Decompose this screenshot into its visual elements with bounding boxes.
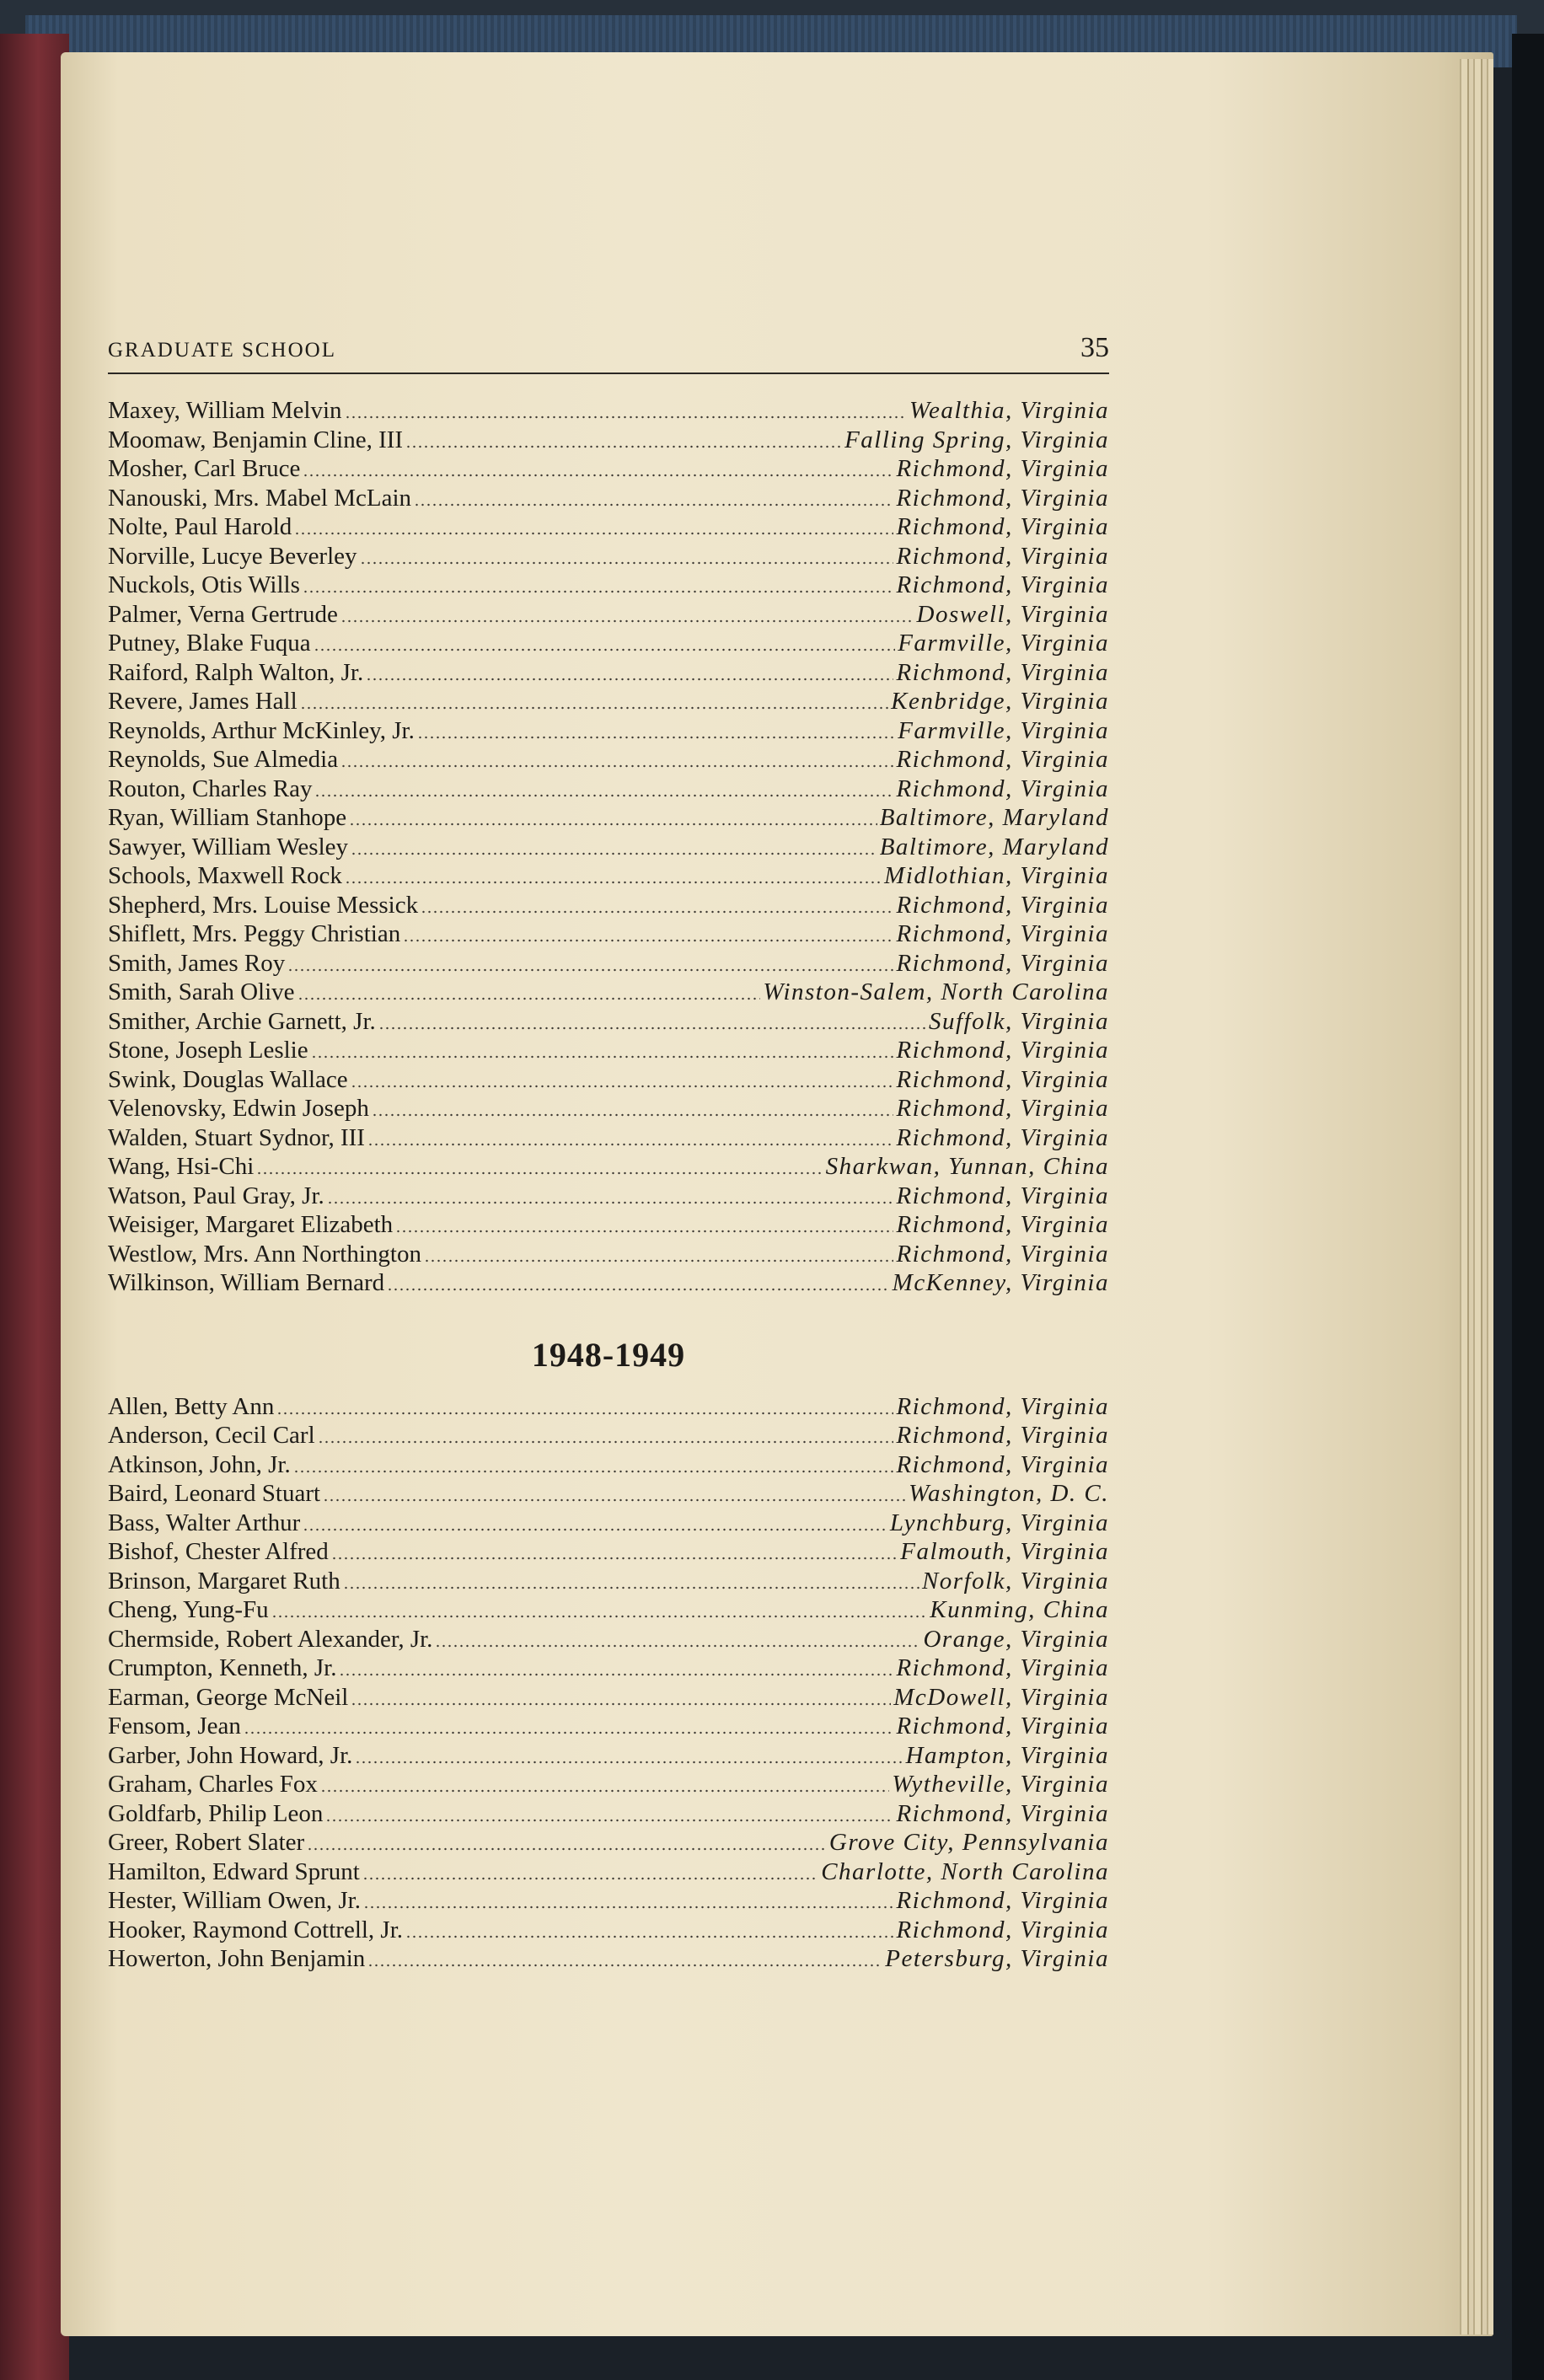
student-name: Walden, Stuart Sydnor, III (108, 1123, 365, 1151)
student-name: Hooker, Raymond Cottrell, Jr. (108, 1916, 404, 1943)
dot-leader (343, 1585, 919, 1590)
dot-leader (414, 502, 893, 507)
student-hometown: Richmond, Virginia (896, 1065, 1109, 1093)
student-name: Nanouski, Mrs. Mabel McLain (108, 484, 412, 512)
dot-leader (395, 1229, 893, 1234)
dot-leader (403, 938, 893, 943)
dot-leader (367, 1963, 882, 1968)
dot-leader (294, 531, 893, 536)
student-hometown: Petersburg, Virginia (885, 1945, 1109, 1972)
student-entry (108, 949, 1109, 978)
dot-leader (314, 647, 896, 652)
student-entry (108, 1799, 1109, 1829)
student-name: Shiflett, Mrs. Peggy Christian (108, 920, 401, 947)
dot-leader (300, 705, 888, 710)
student-hometown: Orange, Virginia (923, 1625, 1109, 1653)
student-hometown: Wealthia, Virginia (909, 397, 1109, 424)
student-hometown: Richmond, Virginia (896, 1211, 1109, 1238)
student-hometown: Sharkwan, Yunnan, China (825, 1153, 1109, 1180)
student-entry (108, 1210, 1109, 1240)
student-name: Wang, Hsi-Chi (108, 1153, 255, 1180)
student-entry (108, 658, 1109, 688)
dot-leader (405, 1934, 893, 1939)
student-hometown: Richmond, Virginia (896, 1182, 1109, 1209)
year-heading: 1948-1949 (531, 1335, 686, 1374)
student-entry (108, 600, 1109, 630)
student-hometown: McDowell, Virginia (893, 1683, 1109, 1711)
student-entry (108, 861, 1109, 891)
student-entry (108, 919, 1109, 949)
student-hometown: Richmond, Virginia (896, 484, 1109, 512)
dot-leader (323, 1498, 906, 1503)
student-entry (108, 1916, 1109, 1945)
student-hometown: Lynchburg, Virginia (889, 1509, 1109, 1536)
dot-leader (355, 1760, 903, 1765)
dot-leader (360, 560, 894, 566)
student-name: Crumpton, Kenneth, Jr. (108, 1654, 337, 1681)
student-name: Earman, George McNeil (108, 1683, 349, 1711)
student-name: Bishof, Chester Alfred (108, 1538, 329, 1565)
dot-leader (340, 764, 893, 769)
student-entry (108, 1595, 1109, 1625)
student-hometown: Charlotte, North Carolina (821, 1857, 1109, 1885)
student-name: Smith, James Roy (108, 949, 286, 977)
student-name: Routon, Charles Ray (108, 775, 313, 802)
student-entry (108, 1712, 1109, 1741)
student-entry (108, 687, 1109, 716)
dot-leader (311, 1054, 894, 1059)
student-entry (108, 1654, 1109, 1683)
dot-leader (378, 1026, 926, 1031)
student-entry (108, 629, 1109, 658)
student-entry (108, 1392, 1109, 1422)
student-entry (108, 1421, 1109, 1450)
dot-leader (345, 415, 908, 420)
student-hometown: Norfolk, Virginia (921, 1567, 1109, 1595)
dot-leader (271, 1614, 928, 1619)
student-name: Reynolds, Arthur McKinley, Jr. (108, 716, 415, 744)
student-entry (108, 1683, 1109, 1713)
student-name: Nolte, Paul Harold (108, 513, 292, 540)
student-entry (108, 1123, 1109, 1153)
student-name: Moomaw, Benjamin Cline, III (108, 426, 404, 453)
student-name: Sawyer, William Wesley (108, 833, 349, 860)
student-hometown: Richmond, Virginia (896, 1240, 1109, 1268)
student-hometown: Richmond, Virginia (896, 1713, 1109, 1739)
student-name: Hamilton, Edward Sprunt (108, 1857, 360, 1885)
student-hometown: Hampton, Virginia (905, 1741, 1109, 1769)
student-name: Chermside, Robert Alexander, Jr. (108, 1625, 433, 1653)
student-name: Weisiger, Margaret Elizabeth (108, 1211, 394, 1238)
student-name: Goldfarb, Philip Leon (108, 1799, 324, 1827)
student-entry (108, 1741, 1109, 1771)
student-hometown: Baltimore, Maryland (879, 833, 1109, 860)
student-entry (108, 1537, 1109, 1567)
dot-leader (435, 1643, 920, 1648)
dot-leader (340, 619, 914, 624)
page-number: 35 (1080, 332, 1109, 363)
dot-leader (331, 1556, 898, 1561)
student-list-section-one (108, 396, 1109, 1298)
book-cover-left (0, 34, 69, 2380)
student-name: Greer, Robert Slater (108, 1829, 305, 1856)
dot-leader (307, 1847, 827, 1852)
student-name: Anderson, Cecil Carl (108, 1422, 315, 1449)
student-hometown: Suffolk, Virginia (929, 1007, 1109, 1035)
student-hometown: Richmond, Virginia (896, 1123, 1109, 1151)
student-name: Allen, Betty Ann (108, 1392, 275, 1420)
student-name: Smith, Sarah Olive (108, 978, 295, 1005)
running-head: GRADUATE SCHOOL (108, 339, 336, 362)
student-hometown: Falling Spring, Virginia (844, 426, 1109, 453)
student-hometown: Falmouth, Virginia (900, 1538, 1109, 1565)
student-name: Bass, Walter Arthur (108, 1509, 301, 1536)
dot-leader (367, 1142, 894, 1147)
student-name: Hester, William Owen, Jr. (108, 1887, 361, 1914)
student-entry (108, 833, 1109, 862)
dot-leader (345, 880, 882, 885)
student-name: Shepherd, Mrs. Louise Messick (108, 891, 419, 919)
student-hometown: Richmond, Virginia (896, 746, 1109, 773)
student-entry (108, 775, 1109, 804)
student-name: Fensom, Jean (108, 1713, 241, 1739)
student-name: Mosher, Carl Bruce (108, 455, 301, 482)
dot-leader (372, 1112, 894, 1118)
student-name: Putney, Blake Fuqua (108, 630, 311, 657)
student-entry (108, 891, 1109, 920)
student-name: Palmer, Verna Gertrude (108, 600, 338, 628)
student-name: Stone, Joseph Leslie (108, 1037, 308, 1064)
student-entry (108, 1240, 1109, 1269)
dot-leader (325, 1818, 893, 1823)
student-hometown: Richmond, Virginia (896, 542, 1109, 570)
dot-leader (351, 1084, 894, 1089)
student-hometown: Richmond, Virginia (896, 1392, 1109, 1420)
student-hometown: Kenbridge, Virginia (891, 688, 1109, 715)
student-entry (108, 1509, 1109, 1538)
book-cover-right (1512, 34, 1544, 2380)
student-entry (108, 426, 1109, 455)
dot-leader (351, 1702, 891, 1707)
student-name: Cheng, Yung-Fu (108, 1596, 269, 1623)
student-hometown: Wytheville, Virginia (892, 1771, 1109, 1798)
dot-leader (298, 996, 761, 1001)
student-name: Raiford, Ralph Walton, Jr. (108, 658, 364, 686)
student-hometown: Richmond, Virginia (896, 658, 1109, 686)
student-entry (108, 1770, 1109, 1799)
student-entry (108, 1268, 1109, 1298)
student-name: Ryan, William Stanhope (108, 804, 347, 831)
dot-leader (387, 1287, 889, 1292)
student-hometown: Richmond, Virginia (896, 891, 1109, 919)
student-name: Nuckols, Otis Wills (108, 571, 300, 598)
student-entry (108, 1567, 1109, 1596)
dot-leader (351, 851, 877, 856)
student-name: Watson, Paul Gray, Jr. (108, 1182, 324, 1209)
student-hometown: Kunming, China (930, 1596, 1109, 1623)
student-hometown: Richmond, Virginia (896, 1450, 1109, 1478)
student-entry (108, 1182, 1109, 1211)
student-name: Graham, Charles Fox (108, 1771, 318, 1798)
page-header (108, 327, 1109, 374)
student-hometown: Richmond, Virginia (896, 1799, 1109, 1827)
student-hometown: Farmville, Virginia (898, 630, 1109, 657)
student-hometown: Doswell, Virginia (916, 600, 1109, 628)
student-hometown: Richmond, Virginia (896, 1422, 1109, 1449)
dot-leader (421, 909, 893, 914)
dot-leader (339, 1672, 893, 1677)
dot-leader (318, 1439, 894, 1445)
student-entry (108, 454, 1109, 484)
student-hometown: Baltimore, Maryland (879, 804, 1109, 831)
student-entry (108, 1857, 1109, 1887)
student-name: Westlow, Mrs. Ann Northington (108, 1240, 421, 1268)
student-hometown: McKenney, Virginia (892, 1269, 1109, 1296)
student-hometown: Farmville, Virginia (898, 716, 1109, 744)
dot-leader (256, 1171, 823, 1176)
student-name: Revere, James Hall (108, 688, 298, 715)
student-entry (108, 571, 1109, 600)
page-edges (1460, 59, 1493, 2334)
page-content (108, 327, 1109, 1974)
student-hometown: Washington, D. C. (909, 1480, 1109, 1507)
student-name: Brinson, Margaret Ruth (108, 1567, 340, 1595)
dot-leader (362, 1876, 818, 1881)
student-entry (108, 745, 1109, 775)
dot-leader (417, 735, 895, 740)
dot-leader (320, 1788, 889, 1793)
dot-leader (327, 1200, 894, 1205)
student-hometown: Richmond, Virginia (896, 1916, 1109, 1943)
student-entry (108, 978, 1109, 1007)
student-entry (108, 542, 1109, 571)
student-hometown: Richmond, Virginia (896, 1654, 1109, 1681)
dot-leader (314, 793, 893, 798)
student-hometown: Winston-Salem, North Carolina (763, 978, 1109, 1005)
student-hometown: Richmond, Virginia (896, 949, 1109, 977)
student-hometown: Midlothian, Virginia (884, 862, 1109, 889)
student-hometown: Grove City, Pennsylvania (828, 1829, 1109, 1856)
dot-leader (424, 1258, 893, 1263)
student-hometown: Richmond, Virginia (896, 920, 1109, 947)
student-hometown: Richmond, Virginia (896, 1037, 1109, 1064)
dot-leader (303, 1527, 887, 1532)
dot-leader (276, 1411, 893, 1416)
student-name: Schools, Maxwell Rock (108, 862, 342, 889)
student-entry (108, 1065, 1109, 1095)
student-list-section-two (108, 1392, 1109, 1974)
student-entry (108, 1094, 1109, 1123)
student-entry (108, 396, 1109, 426)
student-name: Garber, John Howard, Jr. (108, 1741, 353, 1769)
student-name: Norville, Lucye Beverley (108, 542, 357, 570)
student-entry (108, 716, 1109, 746)
student-hometown: Richmond, Virginia (896, 1887, 1109, 1914)
student-entry (108, 1007, 1109, 1037)
student-name: Baird, Leonard Stuart (108, 1480, 321, 1507)
dot-leader (244, 1730, 894, 1735)
student-hometown: Richmond, Virginia (896, 1095, 1109, 1122)
student-name: Reynolds, Sue Almedia (108, 746, 339, 773)
dot-leader (303, 589, 894, 594)
dot-leader (287, 968, 893, 973)
student-entry (108, 484, 1109, 513)
student-name: Atkinson, John, Jr. (108, 1450, 291, 1478)
student-name: Smither, Archie Garnett, Jr. (108, 1007, 376, 1035)
student-entry (108, 1152, 1109, 1182)
student-entry (108, 1036, 1109, 1065)
student-entry (108, 1450, 1109, 1480)
dot-leader (405, 444, 842, 449)
student-entry (108, 1479, 1109, 1509)
student-entry (108, 1886, 1109, 1916)
student-hometown: Richmond, Virginia (896, 455, 1109, 482)
student-entry (108, 512, 1109, 542)
dot-leader (349, 822, 877, 827)
dot-leader (366, 677, 893, 682)
dot-leader (303, 473, 893, 478)
student-name: Maxey, William Melvin (108, 397, 342, 424)
student-hometown: Richmond, Virginia (896, 775, 1109, 802)
student-name: Swink, Douglas Wallace (108, 1065, 348, 1093)
student-entry (108, 803, 1109, 833)
student-entry (108, 1625, 1109, 1654)
student-name: Howerton, John Benjamin (108, 1945, 366, 1972)
student-entry (108, 1828, 1109, 1857)
dot-leader (293, 1469, 894, 1474)
student-name: Wilkinson, William Bernard (108, 1269, 385, 1296)
student-hometown: Richmond, Virginia (896, 571, 1109, 598)
student-hometown: Richmond, Virginia (896, 513, 1109, 540)
dot-leader (363, 1905, 894, 1910)
student-name: Velenovsky, Edwin Joseph (108, 1095, 369, 1122)
student-entry (108, 1944, 1109, 1974)
